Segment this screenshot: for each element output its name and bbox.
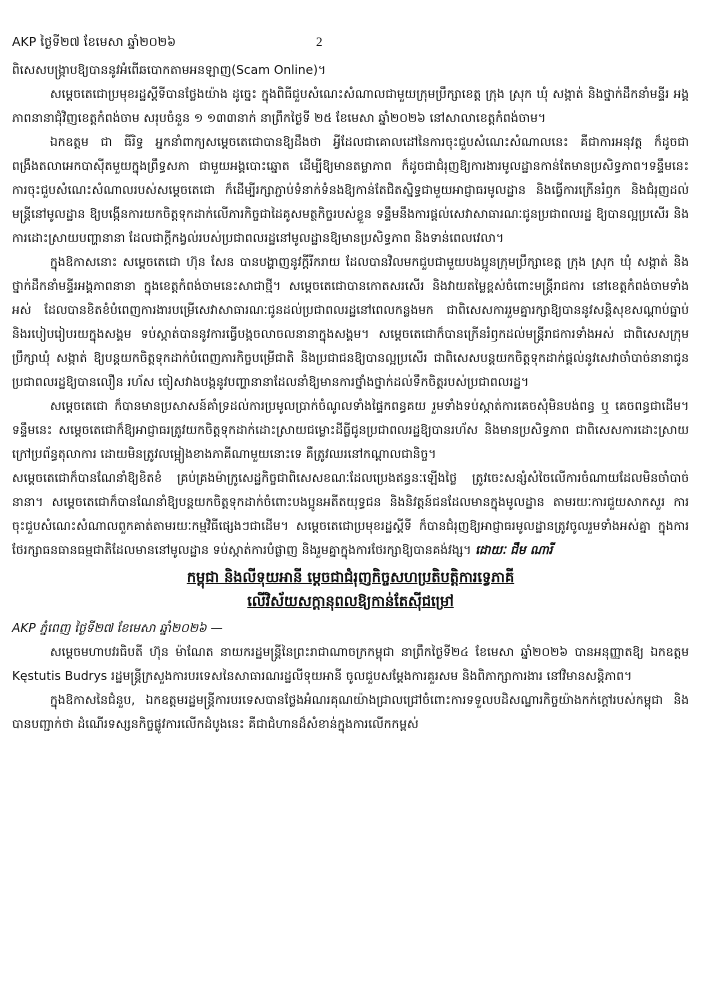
paragraph-scam-online: ពិសេសបង្ក្រាបឱ្យបាននូវអំពើឆបោកតាមអនឡាញ(Scam Online)។: [12, 63, 326, 77]
headline-line-1: កម្ពុជា និងលីទុយអានី ម្តេចជាជំរុញកិច្ចសហប្រតិបត្តិការទ្វេភាគី: [186, 570, 515, 586]
header-date: AKP ថ្ងៃទី២៧ ខែមេសា ឆ្នាំ២០២៦: [12, 34, 176, 49]
article-lithuania: [12, 566, 689, 736]
page-number: 2: [316, 34, 323, 49]
page-header: [12, 34, 689, 58]
paragraph-meeting: សម្តេចតេជោប្រមុខរដ្ឋស្តីទីបានថ្លែងយ៉ាង ដូច្នេះ ក្នុងពិធីជួបសំណេះសំណាលជាមួយក្រុមប្រឹក្សាខេត្ត ក្រុង ស្រុក ឃុំ សង្កាត់ និងថ្នាក់ដឹកនាំមន្ទីរ អង្គភាពនានាជុំវិញខេត្តកំពង់ចាម សរុបចំនួន ១ ១៣៣នាក់ នាព្រឹកថ្ងៃទី ២៥ ខែមេសា ឆ្នាំ២០២៦ នៅសាលាខេត្តកំពង់ចាម។: [12, 87, 689, 125]
paragraph-appreciation: ក្នុងឱកាសនោះ សម្តេចតេជោ ហ៊ុន សែន បានបង្ហាញនូវក្តីរីករាយ ដែលបានវិលមកជួបជាមួយបងប្អូនក្រុមប្រឹក្សាខេត្ត ក្រុង ស្រុក ឃុំ សង្កាត់ និងថ្នាក់ដឹកនាំមន្ទីរអង្គភាពនានា ក្នុងខេត្តកំពង់ចាមនេះសាជាថ្មី។ សម្តេចតេជោបានកោតសរសើរ និងវាយតម្លៃខ្ពស់ចំពោះមន្ត្រីរាជការ នៅខេត្តកំពង់ចាមទាំងអស់ ដែលបានខិតខំបំពេញការងារបម្រើសេវាសាធារណៈជូនដល់ប្រជាពលរដ្ឋនៅពេលកន្លងមក ជាពិសេសការរួមគ្នារក្សាឱ្យបាននូវសន្តិសុខសណ្តាប់ធ្នាប់ និងរបៀបរៀបរយក្នុងសង្គម ទប់ស្កាត់បាននូវការធ្វើបង្កចលាចលនានាក្នុងសង្គម។ សម្តេចតេជោក៏បានក្រើនរំឭកដល់មន្ត្រីរាជការទាំងអស់ ជាពិសេសក្រុមប្រឹក្សាឃុំ សង្កាត់ ឱ្យបន្តយកចិត្តទុកដាក់បំពេញភារកិច្ចបម្រើជាតិ និងប្រជាជនឱ្យបានល្អប្រសើរ ជាពិសេសបន្តយកចិត្តទុកដាក់ផ្តល់នូវសេវាចាំបាច់នានាជូនប្រជាពលរដ្ឋឱ្យបានលឿន រហ័ស ចៀសវាងបង្កនូវបញ្ហានានាដែលនាំឱ្យមានការថ្នាំងថ្នាក់ដល់ទឹកចិត្តរបស់ប្រជាពលរដ្ឋ។: [12, 255, 689, 389]
paragraph-gratitude: ក្នុងឱកាសនៃជំនួប, ឯកឧត្តមរដ្ឋមន្ត្រីការបរទេសបានថ្លែងអំណរគុណយ៉ាងជ្រាលជ្រៅចំពោះការទទួលបដិសណ្ឋារកិច្ចយ៉ាងកក់ក្តៅរបស់កម្ពុជា និងបានបញ្ជាក់ថា ដំណើរទស្សនកិច្ចផ្លូវការលើកដំបូងនេះ គឺជាជំហានដ៏សំខាន់ក្នុងការលើកកម្ពស់: [12, 693, 689, 731]
paragraph-taxes-land: សម្តេចតេជោ ក៏បានមានប្រសាសន៍គាំទ្រដល់ការប្រមូលប្រាក់ចំណូលទាំងផ្ទៃកពន្ធគយ រួមទាំងទប់ស្កាត់ការគេចសុំមិនបង់ពន្ធ ឬ គេចពន្ធជាដើម។ ទន្ទឹមនេះ សម្តេចតេជោក៏ឱ្យអាជ្ញាធរត្រូវយកចិត្តទុកដាក់ដោះស្រាយជម្លោះដីធ្លីជូនប្រជាពលរដ្ឋឱ្យបានរហ័ស និងមានប្រសិទ្ធភាព ជាពិសេសការដោះស្រាយក្រៅប្រព័ន្ធតុលាការ ដោយមិនត្រូវលម្អៀងខាងភាគីណាមួយនោះទេ គឺត្រូវឈរនៅកណ្តាលជានិច្ច។: [12, 399, 689, 461]
paragraph-courtesy-call: សម្តេចមហាបវរធិបតី ហ៊ុន ម៉ាណែត នាយករដ្ឋមន្ត្រីនៃព្រះរាជាណាចក្រកម្ពុជា នាព្រឹកថ្ងៃទី២៤ ខែមេសា ឆ្នាំ២០២៦ បានអនុញ្ញាតឱ្យ ឯកឧត្តម Kęstutis Budrys រដ្ឋមន្ត្រីក្រសួងការបរទេសនៃសាធារណរដ្ឋលីទុយអានី ចូលជួបសម្តែងការគួរសម និងពិភាក្សាការងារ នៅវិមានសន្តិភាព។: [12, 645, 689, 683]
article-continued: [12, 58, 689, 562]
author-byline: ដោយៈ ជឹម ណារី: [475, 543, 553, 557]
paragraph-economy-environment: [12, 466, 689, 562]
article-headline: [12, 566, 689, 614]
headline-line-2: លើវិស័យសក្តានុពលឱ្យកាន់តែស៊ីជម្រៅ: [247, 594, 454, 610]
paragraph-economy-text: សម្តេចតេជោក៏បានណែនាំឱ្យខិតខំ គ្រប់គ្រងម៉ាក្រូសេដ្ឋកិច្ចជាពិសេសខណៈដែលប្រេងឥន្ធនៈឡើងថ្លៃ ត្រូវចេះសន្សំសំចៃលើការចំណាយដែលមិនចាំបាច់នានា។ សម្តេចតេជោក៏បានណែនាំឱ្យបន្តយកចិត្តទុកដាក់ចំពោះបងប្អូនអតីតយុទ្ធជន និងនិវត្តន៍ជនដែលមានក្នុងមូលដ្ឋាន តាមរយៈការជួយសាកសួរ ការចុះជួបសំណេះសំណាលពួកគាត់តាមរយៈកម្មវិធីផ្សេងៗជាដើម។ សម្តេចតេជោប្រមុខរដ្ឋស្តីទី ក៏បានជំរុញឱ្យអាជ្ញាធរមូលដ្ឋានត្រូវចូលរួមទាំងអស់គ្នា ក្នុងការថែរក្សាធនធានធម្មជាតិដែលមាននៅមូលដ្ឋាន ទប់ស្កាត់ការបំផ្លាញ និងរួមគ្នាក្នុងការថែរក្សាឱ្យបានគង់វង្ស។: [12, 471, 689, 557]
dateline: AKP ភ្នំពេញ ថ្ងៃទី២៧ ខែមេសា ឆ្នាំ២០២៦ —: [12, 621, 223, 635]
paragraph-spokesperson: ឯកឧត្តម ជា ធីរិទ្ធ អ្នកនាំពាក្យសម្តេចតេជោបានឱ្យដឹងថា អ្វីដែលជាគោលដៅនៃការចុះជួបសំណេះសំណាលនេះ គឺជាការអនុវត្ត ក៏ដូចជាពង្រឹងតលាអេកបាស៊ីតមួយក្នុងព្រឹទ្ធសភា ជាមួយអង្គបោះឆ្នោត ដើម្បីឱ្យមានតម្លាភាព ក៏ដូចជាជំរុញឱ្យការងារមូលដ្ឋានកាន់តែមានប្រសិទ្ធភាព។ទន្ទឹមនេះ ការចុះជួបសំណេះសំណាលរបស់សម្តេចតេជោ ក៏ដើម្បីរក្សាភ្ជាប់ទំនាក់ទំនងឱ្យកាន់តែជិតស្និទ្ធជាមួយអាជ្ញាធរមូលដ្ឋាន និងធ្វើការក្រើនរំឭក និងជំរុញដល់មន្ត្រីនៅមូលដ្ឋាន ឱ្យបង្កើនការយកចិត្តទុកដាក់លើភារកិច្ចជាដៃគូសមត្ថកិច្ចរបស់ខ្លួន ទន្ទឹមនឹងការផ្តល់សេវាសាធារណៈជូនប្រជាពលរដ្ឋ ឱ្យបានល្អប្រសើរ និងការដោះស្រាយបញ្ហានានា ដែលជាក្តីកង្វល់របស់ប្រជាពលរដ្ឋនៅមូលដ្ឋានឱ្យមានប្រសិទ្ធភាព និងទាន់ពេលវេលា។: [12, 135, 689, 245]
